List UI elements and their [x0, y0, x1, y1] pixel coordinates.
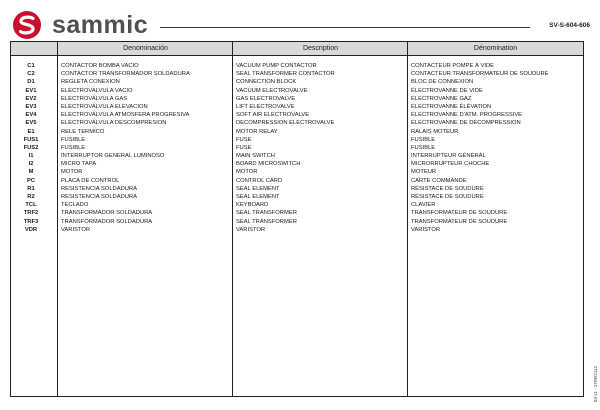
french-name: CLAVIER — [411, 202, 436, 209]
french-name: CARTE COMMANDE — [411, 177, 467, 184]
components-table — [10, 41, 584, 397]
french-name: CONTACTEUR POMPE À VIDE — [411, 63, 494, 69]
header-spanish: Denominación — [123, 45, 168, 52]
table-row — [11, 193, 583, 201]
spanish-name: TECLADO — [61, 202, 89, 209]
spanish-name: PLACA DE CONTROL — [61, 177, 120, 184]
english-name: MOTOR — [236, 169, 258, 176]
french-name: BLOC DE CONNEXION — [411, 79, 474, 86]
revision-note: 03-11 - 2708/2112 — [593, 365, 598, 402]
english-name: SEAL TRANSFORMER CONTACTOR — [236, 71, 335, 78]
spanish-name: ELECTROVALVULA VACIO — [61, 87, 133, 94]
table-row — [11, 111, 583, 119]
english-name: MAIN SWITCH — [236, 153, 275, 160]
french-name: TRANSFORMATEUR DE SOUDURE — [411, 210, 508, 217]
spanish-name: MOTOR — [61, 169, 83, 176]
component-code: E1 — [27, 128, 35, 135]
spanish-name: RELE TERMICO — [61, 128, 105, 135]
english-name: KEYBOARD — [236, 202, 269, 209]
spanish-name: ELECTROVALVULA ATMOSFERA PROGRESIVA — [61, 112, 190, 119]
page-header — [10, 6, 590, 40]
spanish-name: TRANSFORMADOR SOLDADURA — [61, 218, 153, 225]
french-name: FUSIBLE — [411, 144, 436, 151]
component-code: TCL — [25, 202, 37, 209]
spanish-name: ELECTROVALVULA ELEVACION — [61, 103, 148, 110]
component-code: TRF3 — [23, 218, 39, 225]
french-name: ÉLECTROVANNE ÉLÉVATION — [411, 103, 492, 110]
french-name: RÉSISTACE DE SOUDURE — [411, 185, 484, 192]
component-code: EV4 — [25, 112, 37, 119]
component-code: PC — [26, 177, 36, 184]
french-name: VARISTOR — [411, 226, 441, 233]
component-code: C1 — [27, 63, 35, 69]
french-name: ÉLECTROVANNE D'ATM. PROGRESSIVE — [411, 112, 523, 119]
brand-name: sammic — [52, 11, 149, 39]
component-code: FUS2 — [23, 144, 39, 151]
french-name: CONTACTEUR TRANSFORMATEUR DE SOUDURE — [411, 71, 549, 78]
component-code: EV3 — [25, 103, 37, 110]
component-code: I1 — [28, 153, 34, 160]
component-code: D1 — [27, 79, 35, 86]
english-name: SOFT AIR ELECTROVALVE — [236, 112, 310, 119]
table-row — [11, 226, 583, 234]
table-row — [11, 62, 583, 70]
english-name: VARISTOR — [236, 226, 266, 233]
table-row — [11, 185, 583, 193]
french-name: ÉLECTROVANNE GAZ — [411, 95, 472, 102]
table-row — [11, 70, 583, 78]
french-name: INTERRUPTEUR GÉNÉRAL — [411, 153, 486, 160]
english-name: CONTROL CARD — [236, 177, 283, 184]
french-name: FUSIBLE — [411, 136, 436, 143]
french-name: RALAIS MOTEUR — [411, 128, 459, 135]
english-name: FUSE — [236, 144, 252, 151]
header-french: Dénomination — [473, 45, 518, 52]
english-name: SEAL ELEMENT — [236, 185, 280, 192]
french-name: ÉLECTROVANNE DE DÉCOMPRESSION — [411, 120, 521, 127]
spanish-name: VARISTOR — [61, 226, 91, 233]
table-row — [11, 78, 583, 86]
english-name: DECOMPRESSION ELECTROVALVE — [236, 120, 335, 127]
header-english: Description — [302, 45, 338, 52]
table-row — [11, 218, 583, 226]
table-row — [11, 144, 583, 152]
spanish-name: FUSIBLE — [61, 144, 86, 151]
french-name: MICRORRUPTEUR CHOCHE — [411, 161, 490, 168]
english-name: SEAL ELEMENT — [236, 194, 280, 200]
spanish-name: RESISTENCIA SOLDADURA — [61, 185, 138, 192]
sammic-s-logo-icon — [12, 10, 48, 40]
english-name: GAS ELECTROVALVE — [236, 95, 296, 102]
component-code: EV2 — [25, 95, 37, 102]
table-row — [11, 136, 583, 144]
spanish-name: REGLETA CONEXION — [61, 79, 120, 86]
table-row — [11, 128, 583, 136]
component-code: M — [28, 169, 34, 176]
table-row — [11, 209, 583, 217]
spanish-name: INTERRUPTOR GENERAL LUMINOSO — [61, 153, 165, 160]
english-name: CONNECTION BLOCK — [236, 79, 297, 86]
spanish-name: FUSIBLE — [61, 136, 86, 143]
table-header — [11, 42, 583, 56]
table-row — [11, 160, 583, 168]
component-code: C2 — [27, 71, 35, 78]
french-name: TRANSFORMATEUR DE SOUDURE — [411, 218, 508, 225]
component-code: EV1 — [25, 87, 37, 94]
english-name: SEAL TRANSFORMER — [236, 218, 297, 225]
french-name: MOTEUR — [411, 169, 437, 176]
component-code: TRF2 — [23, 210, 39, 217]
spanish-name: CONTACTOR BOMBA VACIO — [61, 63, 139, 69]
spanish-name: ELECTROVALVULA DESCOMPRESION — [61, 120, 167, 127]
table-row — [11, 168, 583, 176]
spanish-name: CONTACTOR TRANSFORMADOR SOLDADURA — [61, 71, 190, 78]
french-name: ÉLECTROVANNE DE VIDE — [411, 87, 483, 94]
table-row — [11, 103, 583, 111]
component-code: I2 — [28, 161, 34, 168]
component-code: FUS1 — [23, 136, 39, 143]
english-name: SEAL TRANSFORMER — [236, 210, 297, 217]
spanish-name: TRANSFORMADOR SOLDADURA — [61, 210, 153, 217]
english-name: MOTOR RELAY — [236, 128, 278, 135]
table-row — [11, 152, 583, 160]
english-name: VACUUM ELECTROVALVE — [236, 87, 308, 94]
spanish-name: ELECTROVALVULA GAS — [61, 95, 128, 102]
header-rule — [160, 27, 530, 28]
english-name: VACUUM PUMP CONTACTOR — [236, 63, 317, 69]
spanish-name: RESISTENCIA SOLDADURA — [61, 194, 138, 200]
table-row — [11, 201, 583, 209]
english-name: BOARD MICROSWITCH — [236, 161, 301, 168]
table-row — [11, 95, 583, 103]
component-code: R1 — [27, 185, 35, 192]
english-name: LIFT ELECTROVALVE — [236, 103, 295, 110]
document-reference: SV-S-604-606 — [549, 22, 590, 29]
table-row — [11, 177, 583, 185]
spanish-name: MICRO TAPA — [61, 161, 97, 168]
component-code: R2 — [27, 194, 35, 200]
table-row — [11, 119, 583, 127]
brand-logo — [12, 10, 148, 40]
french-name: RÉSISTACE DE SOUDURE — [411, 194, 484, 200]
component-code: EV5 — [25, 120, 37, 127]
table-row — [11, 87, 583, 95]
component-code: VDR — [24, 226, 38, 233]
table-body — [11, 62, 583, 234]
english-name: FUSE — [236, 136, 252, 143]
